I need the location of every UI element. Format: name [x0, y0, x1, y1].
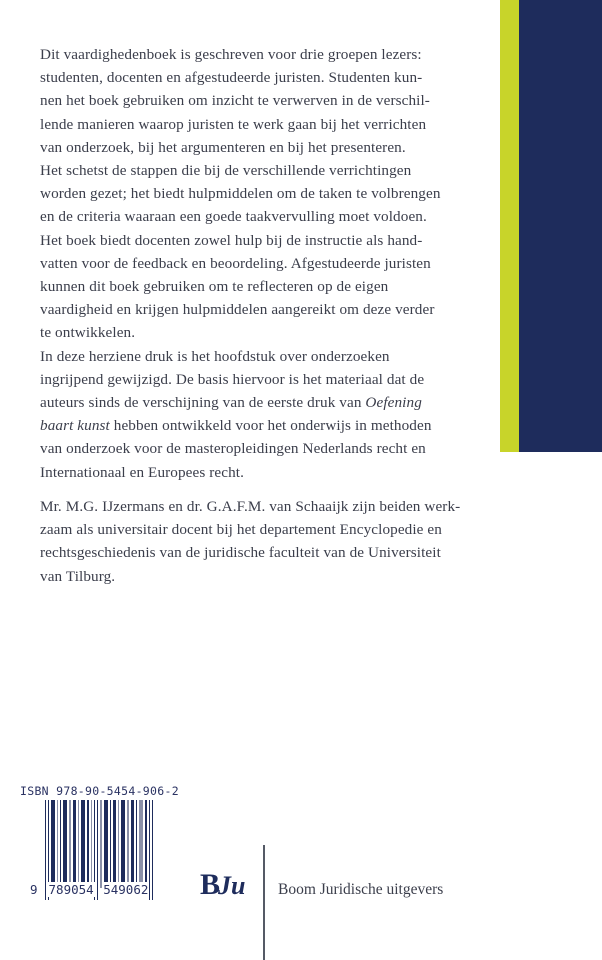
yellow-accent-band	[500, 0, 519, 452]
blurb-line: van onderzoek, bij het argumenteren en bij het presenteren.	[40, 138, 406, 156]
logo-divider	[263, 845, 265, 960]
blurb-line: lende manieren waarop juristen te werk gaan bij het verrichten	[40, 115, 427, 133]
author-line: rechtsgeschiedenis van de juridische faculteit van de Universiteit	[40, 544, 441, 562]
barcode-digits	[30, 882, 149, 897]
blurb-line: te ontwikkelen.	[40, 324, 136, 342]
navy-spine-band	[519, 0, 602, 452]
blurb-line: vatten voor de feedback en beoordeling. Afgestudeerde juristen	[40, 254, 431, 272]
blurb-line: Internationaal en Europees recht.	[40, 463, 245, 481]
blurb-line: Het boek biedt docenten zowel hulp bij de instructie als hand-	[40, 231, 423, 249]
publisher-logo	[200, 868, 245, 902]
blurb-line: en de criteria waaraan een goede taakvervulling moet voldoen.	[40, 208, 427, 226]
author-line: Mr. M.G. IJzermans en dr. G.A.F.M. van Schaaijk zijn beiden werk-	[40, 498, 461, 515]
blurb-line	[40, 391, 460, 414]
barcode-digits-left: 789054	[48, 882, 94, 897]
book-title-italic: baart kunst	[40, 417, 110, 435]
blurb-line: studenten, docenten en afgestudeerde juristen. Studenten kun-	[40, 69, 423, 87]
logo-ju: Ju	[218, 871, 246, 900]
isbn-label: ISBN 978-90-5454-906-2	[20, 784, 179, 798]
barcode-digits-right: 549062	[103, 882, 149, 897]
blurb-line: Dit vaardighedenboek is geschreven voor drie groepen lezers:	[40, 46, 422, 63]
blurb-line: van onderzoek voor de masteropleidingen Nederlands recht en	[40, 440, 426, 458]
blurb-line: vaardigheid en krijgen hulpmiddelen aangereikt om deze verder	[40, 301, 435, 319]
blurb-line: kunnen dit boek gebruiken om te reflecteren op de eigen	[40, 278, 389, 296]
blurb-line: worden gezet; het biedt hulpmiddelen om de taken te volbrengen	[40, 185, 441, 203]
barcode-digit-first: 9	[30, 882, 38, 897]
blurb-line: ingrijpend gewijzigd. De basis hiervoor is het materiaal dat de	[40, 370, 425, 388]
book-title-italic: Oefening	[365, 394, 422, 412]
blurb-line: In deze herziene druk is het hoofdstuk over onderzoeken	[40, 347, 390, 365]
blurb-line	[40, 414, 460, 437]
logo-b: B	[200, 868, 221, 901]
blurb-text	[40, 43, 460, 484]
author-line: zaam als universitair docent bij het departement Encyclopedie en	[40, 521, 442, 539]
author-bio	[40, 495, 460, 588]
blurb-text-segment: hebben ontwikkeld voor het onderwijs in methoden	[109, 417, 432, 435]
publisher-name: Boom Juridische uitgevers	[278, 881, 444, 898]
blurb-text-segment: auteurs sinds de verschijning van de eerste druk van	[40, 394, 366, 412]
blurb-line: nen het boek gebruiken om inzicht te verwerven in de verschil-	[40, 92, 430, 110]
author-line: van Tilburg.	[40, 567, 116, 585]
blurb-line: Het schetst de stappen die bij de verschillende verrichtingen	[40, 162, 412, 180]
